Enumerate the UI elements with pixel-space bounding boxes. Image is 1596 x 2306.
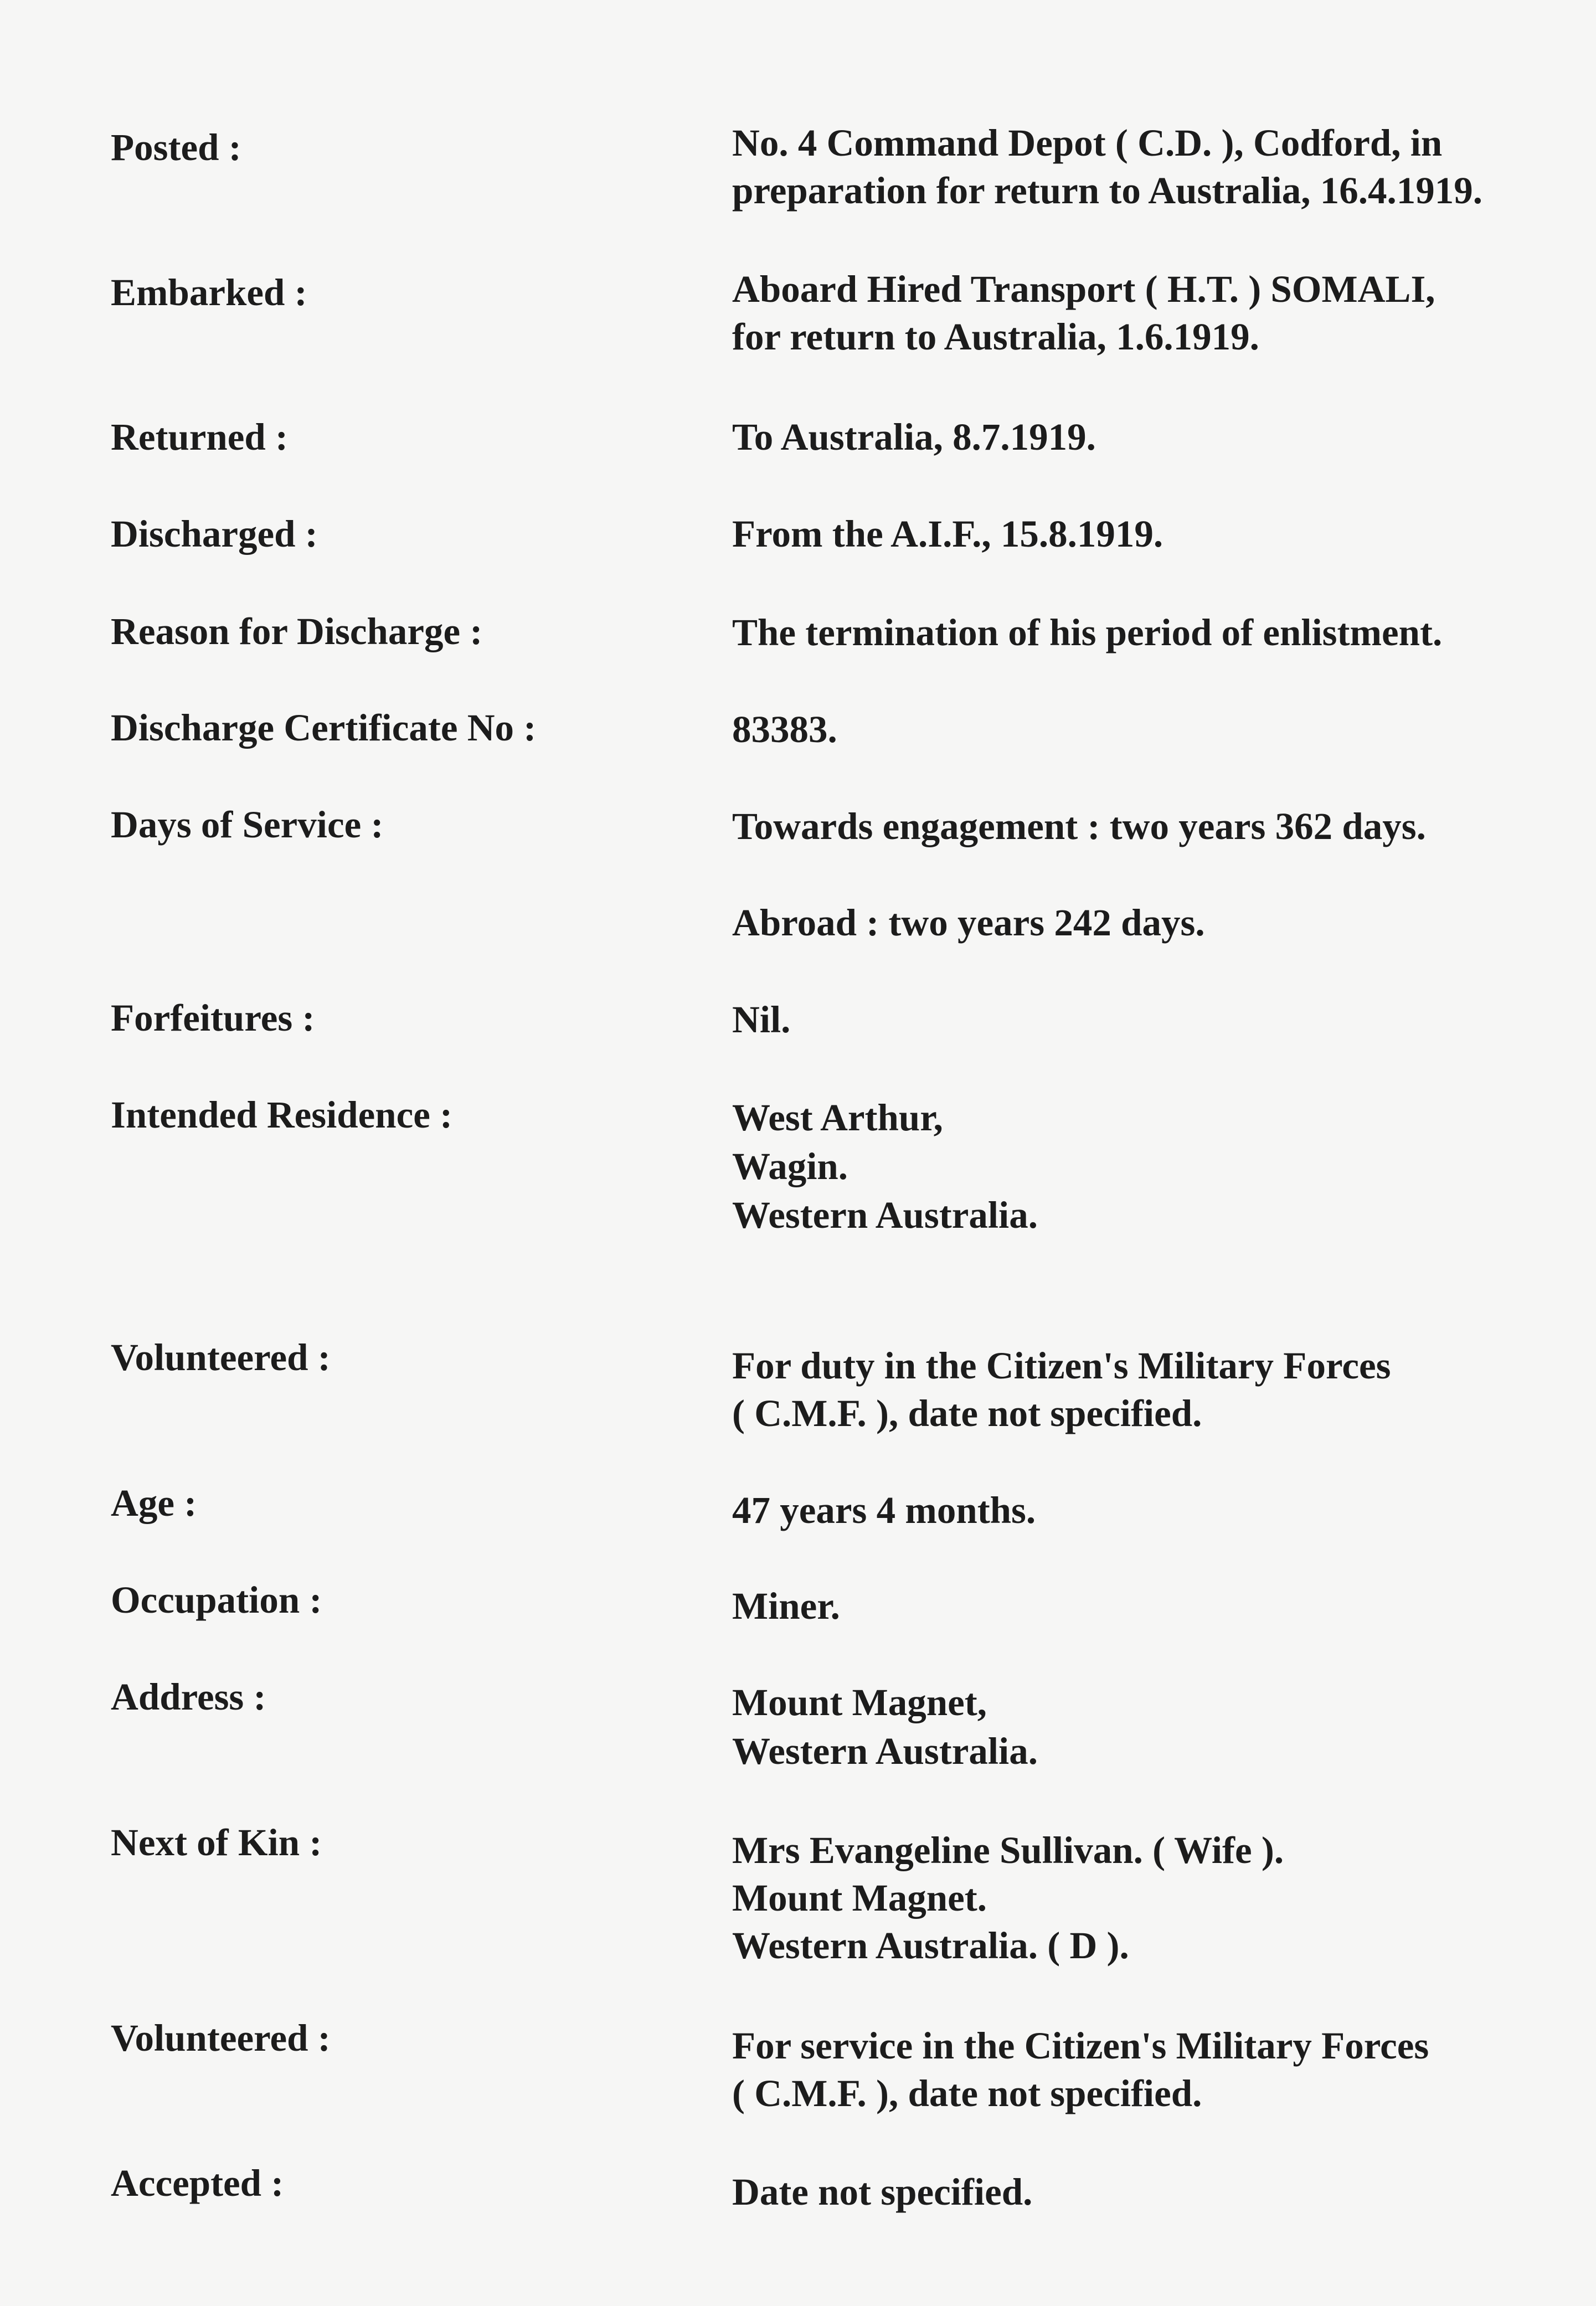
field-value-reason-for-discharge: The termination of his period of enlistment.: [732, 611, 1443, 653]
field-value-next-of-kin-line-1: Mrs Evangeline Sullivan. ( Wife ).: [732, 1829, 1284, 1871]
field-label-age: Age :: [111, 1482, 197, 1524]
field-label-days-of-service: Days of Service :: [111, 804, 384, 846]
field-value-intended-residence-line-2: Wagin.: [732, 1145, 848, 1187]
field-label-address: Address :: [111, 1676, 266, 1718]
field-value-next-of-kin-line-2: Mount Magnet.: [732, 1877, 987, 1919]
field-value-discharged: From the A.I.F., 15.8.1919.: [732, 513, 1163, 555]
field-label-returned: Returned :: [111, 416, 289, 458]
field-value-volunteered-service-line-1: For service in the Citizen's Military Forces: [732, 2025, 1429, 2067]
field-label-occupation: Occupation :: [111, 1579, 322, 1621]
field-label-posted: Posted :: [111, 126, 241, 168]
field-label-accepted: Accepted :: [111, 2162, 284, 2204]
field-value-address-line-1: Mount Magnet,: [732, 1681, 987, 1723]
field-value-intended-residence-line-3: Western Australia.: [732, 1194, 1038, 1236]
field-value-returned: To Australia, 8.7.1919.: [732, 416, 1096, 458]
field-value-volunteered-service-line-2: ( C.M.F. ), date not specified.: [732, 2072, 1202, 2114]
field-value-accepted: Date not specified.: [732, 2171, 1033, 2213]
field-value-posted-line-1: No. 4 Command Depot ( C.D. ), Codford, in: [732, 122, 1443, 164]
field-label-forfeitures: Forfeitures :: [111, 997, 315, 1039]
field-value-occupation: Miner.: [732, 1585, 840, 1627]
field-label-next-of-kin: Next of Kin :: [111, 1821, 322, 1864]
field-value-address-line-2: Western Australia.: [732, 1730, 1038, 1772]
field-label-intended-residence: Intended Residence :: [111, 1094, 453, 1136]
field-value-volunteered-duty-line-2: ( C.M.F. ), date not specified.: [732, 1392, 1202, 1434]
field-value-volunteered-duty-line-1: For duty in the Citizen's Military Forces: [732, 1345, 1391, 1387]
field-value-next-of-kin-line-3: Western Australia. ( D ).: [732, 1924, 1129, 1967]
field-label-volunteered-service: Volunteered :: [111, 2017, 331, 2059]
field-label-discharge-certificate: Discharge Certificate No :: [111, 707, 537, 749]
field-label-discharged: Discharged :: [111, 513, 318, 555]
field-label-reason-for-discharge: Reason for Discharge :: [111, 610, 483, 652]
field-value-posted-line-2: preparation for return to Australia, 16.4.1919.: [732, 169, 1483, 212]
field-value-intended-residence-line-1: West Arthur,: [732, 1097, 943, 1139]
field-value-embarked-line-2: for return to Australia, 1.6.1919.: [732, 316, 1259, 358]
field-value-days-abroad: Abroad : two years 242 days.: [732, 902, 1205, 944]
field-value-days-towards-engagement: Towards engagement : two years 362 days.: [732, 805, 1426, 847]
field-label-volunteered-duty: Volunteered :: [111, 1336, 331, 1378]
field-value-embarked-line-1: Aboard Hired Transport ( H.T. ) SOMALI,: [732, 268, 1435, 310]
field-label-embarked: Embarked :: [111, 271, 307, 313]
field-value-age: 47 years 4 months.: [732, 1489, 1036, 1531]
field-value-forfeitures: Nil.: [732, 998, 791, 1041]
field-value-discharge-certificate: 83383.: [732, 708, 837, 750]
